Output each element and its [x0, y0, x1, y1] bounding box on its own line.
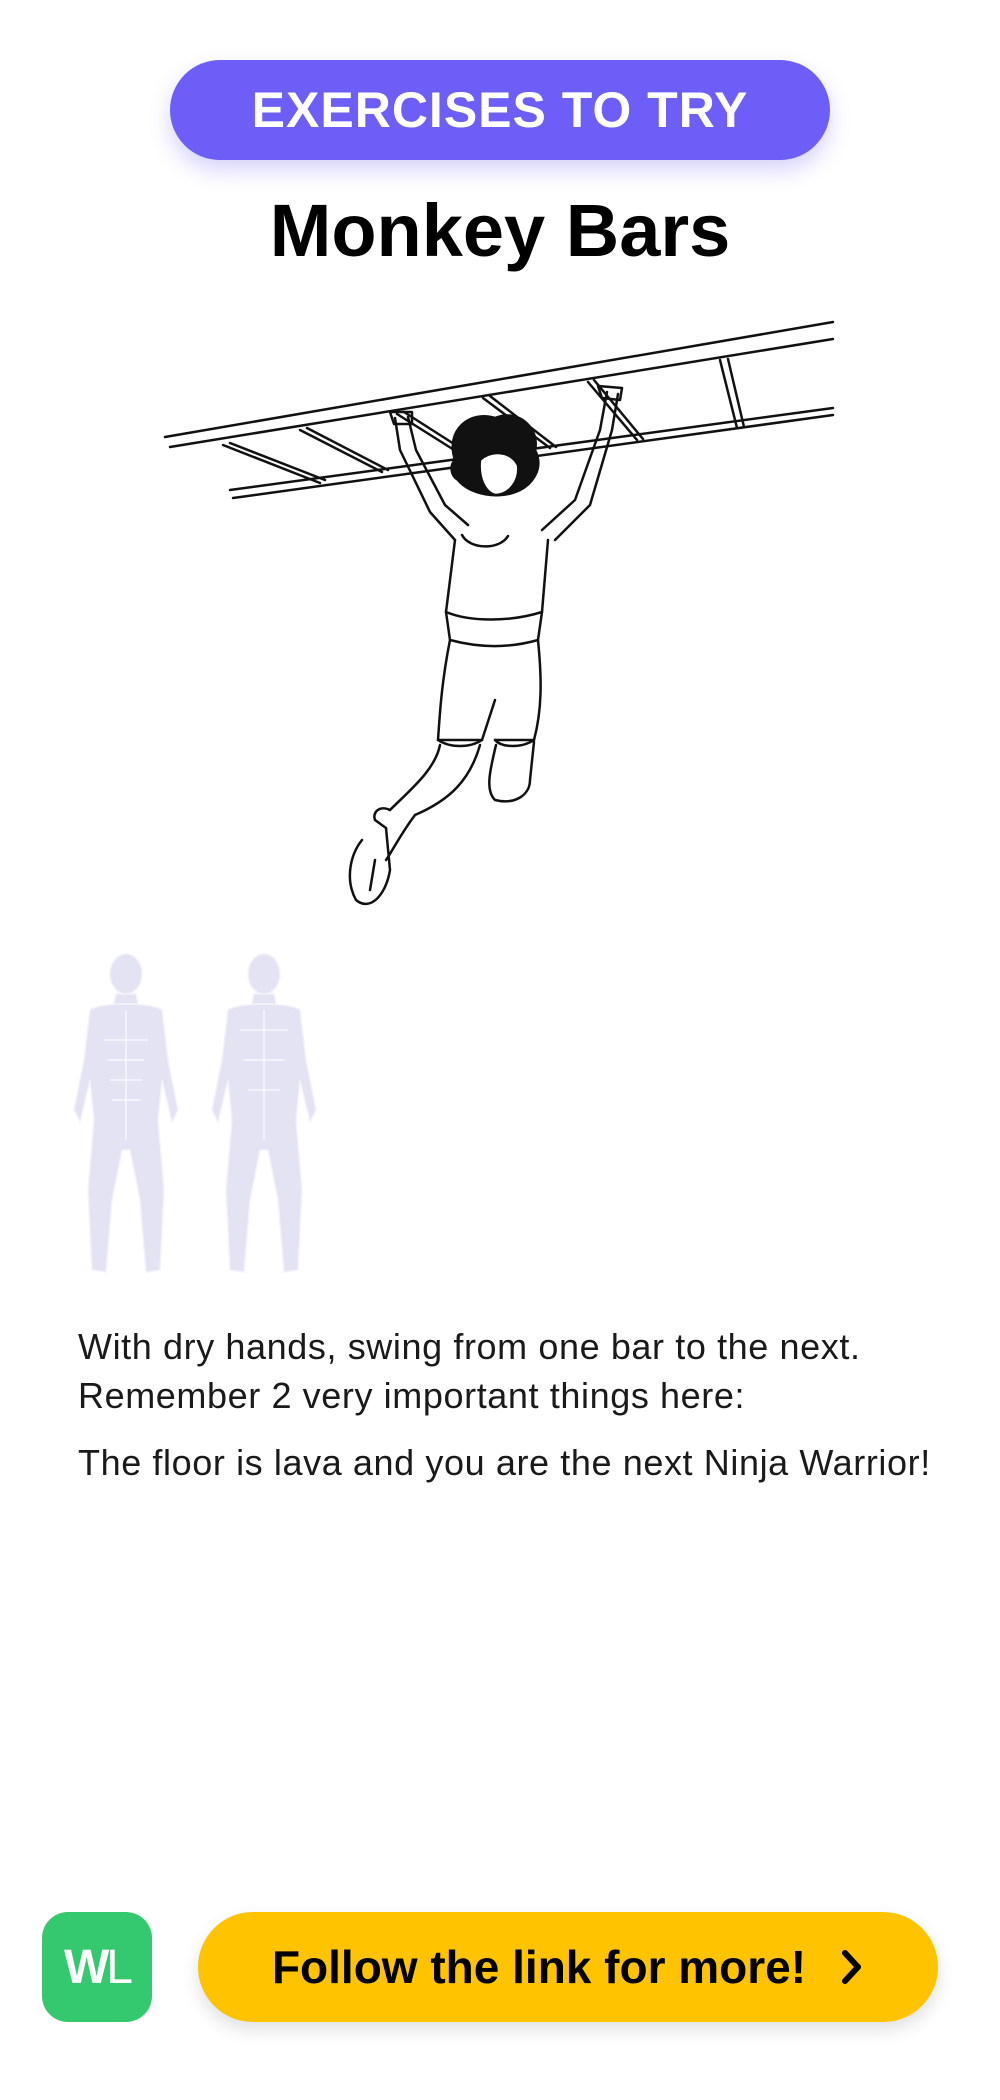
- muscle-diagram-icon: [60, 950, 330, 1280]
- follow-link-button[interactable]: [198, 1912, 938, 2022]
- chevron-right-icon: [840, 1949, 864, 1985]
- description-paragraph-2: The floor is lava and you are the next Ninja Warrior!: [78, 1442, 931, 1483]
- logo-text-w: W: [63, 1940, 107, 1994]
- monkey-bars-illustration: [150, 300, 850, 920]
- exercise-description: [78, 1322, 958, 1505]
- wl-logo[interactable]: [42, 1912, 152, 2022]
- description-paragraph-1: With dry hands, swing from one bar to the next. Remember 2 very important things here:: [78, 1326, 861, 1416]
- page-title: Monkey Bars: [269, 189, 731, 272]
- cta-label: Follow the link for more!: [271, 1941, 807, 1993]
- badge-label: EXERCISES TO TRY: [251, 82, 749, 138]
- exercises-to-try-badge: [170, 60, 830, 160]
- logo-text-l: L: [106, 1940, 130, 1994]
